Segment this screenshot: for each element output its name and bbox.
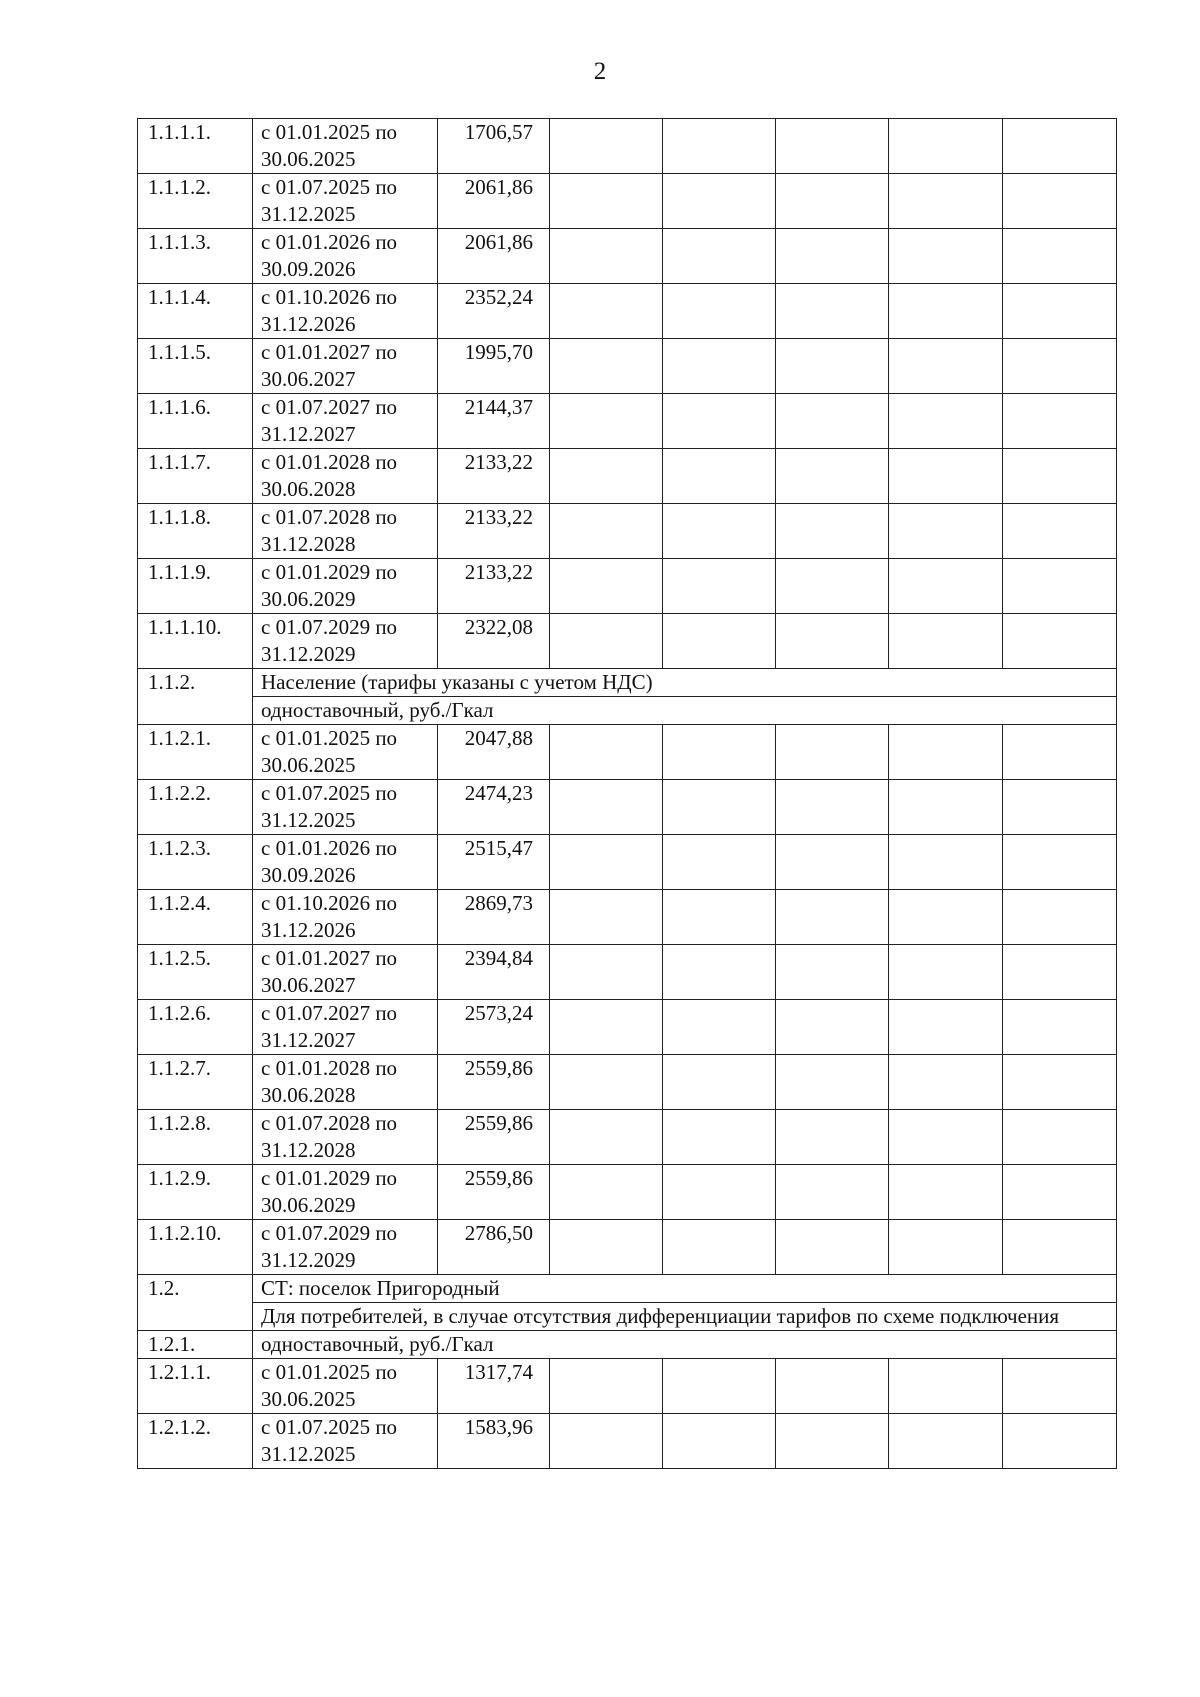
- row-number: 1.2.1.2.: [138, 1414, 253, 1469]
- row-number: 1.1.1.10.: [138, 614, 253, 669]
- empty-cell: [1003, 780, 1117, 835]
- period-from: с 01.07.2025 по: [261, 781, 398, 805]
- row-number: 1.1.2.4.: [138, 890, 253, 945]
- empty-cell: [550, 1110, 663, 1165]
- tariff-row: [138, 229, 1117, 284]
- empty-cell: [889, 1414, 1003, 1469]
- period-to: 31.12.2029: [261, 642, 356, 666]
- empty-cell: [663, 1359, 776, 1414]
- page-number: 2: [593, 58, 607, 85]
- section-heading: одноставочный, руб./Гкал: [253, 1331, 1117, 1359]
- empty-cell: [1003, 1110, 1117, 1165]
- tariff-value: 2474,23: [438, 780, 550, 835]
- empty-cell: [889, 1220, 1003, 1275]
- empty-cell: [663, 119, 776, 174]
- empty-cell: [889, 1055, 1003, 1110]
- tariff-value: 2061,86: [438, 229, 550, 284]
- empty-cell: [1003, 1165, 1117, 1220]
- tariff-value: 2144,37: [438, 394, 550, 449]
- empty-cell: [550, 1000, 663, 1055]
- tariff-row: [138, 835, 1117, 890]
- tariff-row: [138, 1220, 1117, 1275]
- period-from: с 01.07.2027 по: [261, 1001, 398, 1025]
- empty-cell: [1003, 174, 1117, 229]
- tariff-row: [138, 890, 1117, 945]
- tariff-row: [138, 1359, 1117, 1414]
- empty-cell: [776, 780, 889, 835]
- empty-cell: [550, 119, 663, 174]
- empty-cell: [550, 284, 663, 339]
- empty-cell: [663, 449, 776, 504]
- empty-cell: [776, 1359, 889, 1414]
- period-cell: [253, 119, 438, 174]
- tariff-row: [138, 1055, 1117, 1110]
- empty-cell: [550, 339, 663, 394]
- period-cell: [253, 504, 438, 559]
- period-to: 31.12.2027: [261, 1028, 356, 1052]
- period-from: с 01.01.2029 по: [261, 560, 398, 584]
- period-from: с 01.01.2025 по: [261, 726, 398, 750]
- empty-cell: [889, 1359, 1003, 1414]
- tariff-value: 1706,57: [438, 119, 550, 174]
- period-to: 31.12.2025: [261, 1442, 356, 1466]
- tariff-row: [138, 1165, 1117, 1220]
- tariff-value: 2352,24: [438, 284, 550, 339]
- period-to: 30.06.2028: [261, 477, 356, 501]
- period-cell: [253, 1220, 438, 1275]
- period-to: 30.06.2027: [261, 973, 356, 997]
- empty-cell: [776, 449, 889, 504]
- period-to: 30.06.2025: [261, 147, 356, 171]
- tariff-row: [138, 1110, 1117, 1165]
- empty-cell: [550, 890, 663, 945]
- empty-cell: [889, 1000, 1003, 1055]
- row-number: 1.1.2.1.: [138, 725, 253, 780]
- tariff-table: [137, 118, 1117, 1469]
- empty-cell: [550, 174, 663, 229]
- empty-cell: [889, 1165, 1003, 1220]
- empty-cell: [663, 394, 776, 449]
- tariff-row: [138, 1000, 1117, 1055]
- empty-cell: [1003, 835, 1117, 890]
- tariff-value: 2133,22: [438, 559, 550, 614]
- period-from: с 01.01.2027 по: [261, 340, 398, 364]
- empty-cell: [889, 614, 1003, 669]
- empty-cell: [776, 1414, 889, 1469]
- empty-cell: [889, 394, 1003, 449]
- empty-cell: [663, 229, 776, 284]
- period-cell: [253, 835, 438, 890]
- empty-cell: [550, 1055, 663, 1110]
- period-to: 30.06.2025: [261, 1387, 356, 1411]
- row-number: 1.1.2.3.: [138, 835, 253, 890]
- empty-cell: [1003, 945, 1117, 1000]
- row-number: 1.1.2.2.: [138, 780, 253, 835]
- empty-cell: [663, 835, 776, 890]
- empty-cell: [889, 229, 1003, 284]
- empty-cell: [550, 1165, 663, 1220]
- empty-cell: [776, 1220, 889, 1275]
- empty-cell: [663, 1165, 776, 1220]
- empty-cell: [663, 1220, 776, 1275]
- period-from: с 01.07.2028 по: [261, 505, 398, 529]
- empty-cell: [776, 725, 889, 780]
- tariff-row: [138, 559, 1117, 614]
- empty-cell: [663, 1110, 776, 1165]
- empty-cell: [550, 780, 663, 835]
- section-number: 1.2.1.: [138, 1331, 253, 1359]
- empty-cell: [550, 725, 663, 780]
- period-to: 31.12.2027: [261, 422, 356, 446]
- tariff-table-body: [138, 119, 1117, 1469]
- period-cell: [253, 174, 438, 229]
- empty-cell: [1003, 725, 1117, 780]
- tariff-row: [138, 339, 1117, 394]
- empty-cell: [776, 284, 889, 339]
- period-to: 30.06.2027: [261, 367, 356, 391]
- tariff-row: [138, 614, 1117, 669]
- tariff-value: 2573,24: [438, 1000, 550, 1055]
- empty-cell: [776, 1000, 889, 1055]
- tariff-value: 2133,22: [438, 449, 550, 504]
- empty-cell: [776, 945, 889, 1000]
- tariff-row: [138, 119, 1117, 174]
- period-to: 31.12.2026: [261, 312, 356, 336]
- tariff-row: [138, 945, 1117, 1000]
- empty-cell: [1003, 229, 1117, 284]
- empty-cell: [1003, 890, 1117, 945]
- empty-cell: [889, 1110, 1003, 1165]
- period-to: 31.12.2025: [261, 202, 356, 226]
- row-number: 1.1.1.2.: [138, 174, 253, 229]
- row-number: 1.1.1.3.: [138, 229, 253, 284]
- period-cell: [253, 1110, 438, 1165]
- period-cell: [253, 945, 438, 1000]
- empty-cell: [889, 449, 1003, 504]
- row-number: 1.1.1.7.: [138, 449, 253, 504]
- period-from: с 01.07.2027 по: [261, 395, 398, 419]
- period-to: 30.09.2026: [261, 863, 356, 887]
- empty-cell: [1003, 1000, 1117, 1055]
- period-to: 31.12.2029: [261, 1248, 356, 1272]
- period-from: с 01.01.2025 по: [261, 120, 398, 144]
- section-heading: СТ: поселок Пригородный: [253, 1275, 1117, 1303]
- period-from: с 01.07.2025 по: [261, 175, 398, 199]
- section-row: [138, 1303, 1117, 1331]
- tariff-row: [138, 780, 1117, 835]
- empty-cell: [663, 1000, 776, 1055]
- empty-cell: [1003, 394, 1117, 449]
- empty-cell: [550, 1359, 663, 1414]
- empty-cell: [776, 835, 889, 890]
- period-cell: [253, 725, 438, 780]
- empty-cell: [776, 559, 889, 614]
- empty-cell: [1003, 504, 1117, 559]
- period-to: 30.09.2026: [261, 257, 356, 281]
- empty-cell: [889, 284, 1003, 339]
- empty-cell: [889, 725, 1003, 780]
- row-number: 1.1.2.5.: [138, 945, 253, 1000]
- empty-cell: [550, 1414, 663, 1469]
- period-from: с 01.10.2026 по: [261, 891, 398, 915]
- row-number: 1.1.2.9.: [138, 1165, 253, 1220]
- empty-cell: [663, 504, 776, 559]
- tariff-value: 2061,86: [438, 174, 550, 229]
- empty-cell: [776, 504, 889, 559]
- empty-cell: [1003, 284, 1117, 339]
- empty-cell: [776, 890, 889, 945]
- empty-cell: [1003, 1414, 1117, 1469]
- tariff-value: 2559,86: [438, 1055, 550, 1110]
- section-row: [138, 697, 1117, 725]
- empty-cell: [776, 1055, 889, 1110]
- row-number: 1.1.2.10.: [138, 1220, 253, 1275]
- period-to: 31.12.2028: [261, 1138, 356, 1162]
- empty-cell: [550, 449, 663, 504]
- empty-cell: [663, 780, 776, 835]
- empty-cell: [776, 394, 889, 449]
- empty-cell: [1003, 1359, 1117, 1414]
- period-cell: [253, 394, 438, 449]
- tariff-row: [138, 174, 1117, 229]
- tariff-value: 1583,96: [438, 1414, 550, 1469]
- empty-cell: [889, 945, 1003, 1000]
- tariff-row: [138, 284, 1117, 339]
- empty-cell: [663, 1055, 776, 1110]
- empty-cell: [663, 174, 776, 229]
- period-from: с 01.01.2029 по: [261, 1166, 398, 1190]
- empty-cell: [776, 174, 889, 229]
- period-cell: [253, 890, 438, 945]
- tariff-row: [138, 725, 1117, 780]
- empty-cell: [1003, 1055, 1117, 1110]
- period-to: 30.06.2028: [261, 1083, 356, 1107]
- period-cell: [253, 780, 438, 835]
- empty-cell: [889, 174, 1003, 229]
- empty-cell: [1003, 339, 1117, 394]
- tariff-row: [138, 1414, 1117, 1469]
- empty-cell: [663, 284, 776, 339]
- section-number: 1.1.2.: [138, 669, 253, 725]
- period-from: с 01.01.2026 по: [261, 230, 398, 254]
- period-cell: [253, 1414, 438, 1469]
- empty-cell: [889, 339, 1003, 394]
- empty-cell: [663, 614, 776, 669]
- tariff-row: [138, 504, 1117, 559]
- empty-cell: [663, 890, 776, 945]
- period-cell: [253, 1000, 438, 1055]
- section-number: 1.2.: [138, 1275, 253, 1331]
- empty-cell: [550, 1220, 663, 1275]
- section-heading: Население (тарифы указаны с учетом НДС): [253, 669, 1117, 697]
- empty-cell: [550, 835, 663, 890]
- tariff-value: 2322,08: [438, 614, 550, 669]
- section-row: [138, 1275, 1117, 1303]
- tariff-value: 2515,47: [438, 835, 550, 890]
- period-from: с 01.10.2026 по: [261, 285, 398, 309]
- tariff-value: 2786,50: [438, 1220, 550, 1275]
- empty-cell: [776, 119, 889, 174]
- empty-cell: [550, 229, 663, 284]
- empty-cell: [889, 504, 1003, 559]
- empty-cell: [776, 1165, 889, 1220]
- row-number: 1.1.2.8.: [138, 1110, 253, 1165]
- period-from: с 01.01.2028 по: [261, 450, 398, 474]
- period-to: 30.06.2029: [261, 1193, 356, 1217]
- period-cell: [253, 614, 438, 669]
- section-heading: Для потребителей, в случае отсутствия дифференциации тарифов по схеме подключения: [253, 1303, 1117, 1331]
- period-from: с 01.07.2025 по: [261, 1415, 398, 1439]
- row-number: 1.1.2.7.: [138, 1055, 253, 1110]
- row-number: 1.1.2.6.: [138, 1000, 253, 1055]
- period-from: с 01.01.2028 по: [261, 1056, 398, 1080]
- tariff-value: 2559,86: [438, 1165, 550, 1220]
- empty-cell: [776, 339, 889, 394]
- empty-cell: [550, 559, 663, 614]
- tariff-value: 2559,86: [438, 1110, 550, 1165]
- period-cell: [253, 284, 438, 339]
- period-from: с 01.07.2029 по: [261, 615, 398, 639]
- empty-cell: [1003, 449, 1117, 504]
- section-heading: одноставочный, руб./Гкал: [253, 697, 1117, 725]
- period-to: 30.06.2025: [261, 753, 356, 777]
- empty-cell: [663, 339, 776, 394]
- tariff-row: [138, 449, 1117, 504]
- empty-cell: [550, 504, 663, 559]
- period-to: 30.06.2029: [261, 587, 356, 611]
- row-number: 1.2.1.1.: [138, 1359, 253, 1414]
- empty-cell: [889, 119, 1003, 174]
- empty-cell: [1003, 559, 1117, 614]
- empty-cell: [550, 394, 663, 449]
- period-from: с 01.01.2027 по: [261, 946, 398, 970]
- period-cell: [253, 339, 438, 394]
- period-cell: [253, 559, 438, 614]
- empty-cell: [776, 614, 889, 669]
- tariff-value: 2394,84: [438, 945, 550, 1000]
- tariff-row: [138, 394, 1117, 449]
- row-number: 1.1.1.1.: [138, 119, 253, 174]
- period-to: 31.12.2025: [261, 808, 356, 832]
- row-number: 1.1.1.8.: [138, 504, 253, 559]
- empty-cell: [550, 945, 663, 1000]
- period-from: с 01.07.2029 по: [261, 1221, 398, 1245]
- tariff-value: 2869,73: [438, 890, 550, 945]
- period-cell: [253, 1055, 438, 1110]
- empty-cell: [663, 945, 776, 1000]
- empty-cell: [1003, 119, 1117, 174]
- period-to: 31.12.2028: [261, 532, 356, 556]
- empty-cell: [1003, 1220, 1117, 1275]
- tariff-value: 1317,74: [438, 1359, 550, 1414]
- empty-cell: [776, 229, 889, 284]
- empty-cell: [550, 614, 663, 669]
- row-number: 1.1.1.5.: [138, 339, 253, 394]
- empty-cell: [1003, 614, 1117, 669]
- empty-cell: [889, 890, 1003, 945]
- row-number: 1.1.1.4.: [138, 284, 253, 339]
- period-cell: [253, 1359, 438, 1414]
- period-cell: [253, 449, 438, 504]
- empty-cell: [889, 835, 1003, 890]
- empty-cell: [889, 780, 1003, 835]
- empty-cell: [663, 559, 776, 614]
- tariff-value: 2047,88: [438, 725, 550, 780]
- empty-cell: [663, 1414, 776, 1469]
- tariff-value: 2133,22: [438, 504, 550, 559]
- period-from: с 01.07.2028 по: [261, 1111, 398, 1135]
- period-cell: [253, 229, 438, 284]
- section-row: [138, 669, 1117, 697]
- row-number: 1.1.1.6.: [138, 394, 253, 449]
- period-to: 31.12.2026: [261, 918, 356, 942]
- period-cell: [253, 1165, 438, 1220]
- empty-cell: [663, 725, 776, 780]
- period-from: с 01.01.2026 по: [261, 836, 398, 860]
- period-from: с 01.01.2025 по: [261, 1360, 398, 1384]
- row-number: 1.1.1.9.: [138, 559, 253, 614]
- section-row: [138, 1331, 1117, 1359]
- empty-cell: [776, 1110, 889, 1165]
- empty-cell: [889, 559, 1003, 614]
- tariff-value: 1995,70: [438, 339, 550, 394]
